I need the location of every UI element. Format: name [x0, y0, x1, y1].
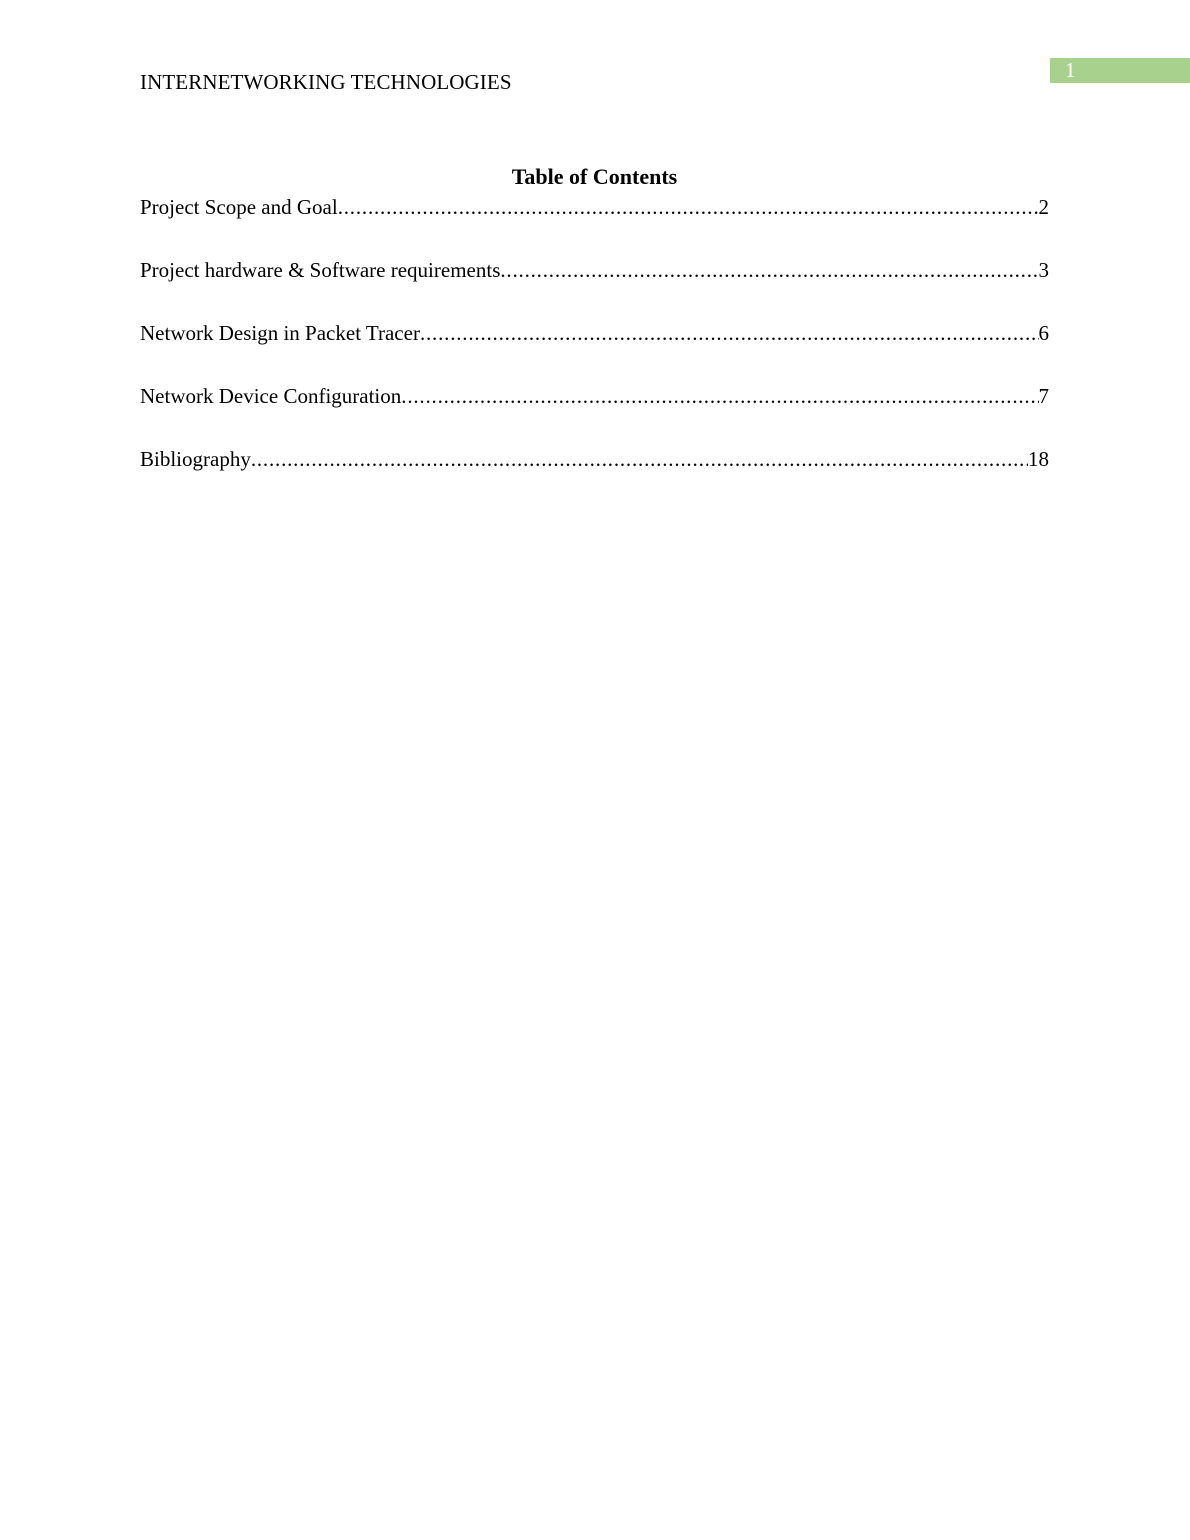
toc-entry-device-configuration[interactable] — [140, 381, 1049, 411]
toc-entry-bibliography[interactable] — [140, 444, 1049, 474]
toc-entry-page: 3 — [1038, 258, 1049, 282]
toc-title: Table of Contents — [511, 164, 678, 189]
toc-entry-page: 2 — [1038, 195, 1049, 219]
page-number: 1 — [1065, 58, 1076, 82]
toc-dot-leader — [338, 192, 1039, 222]
toc-entry-label: Project Scope and Goal — [140, 195, 338, 219]
toc-dot-leader — [251, 444, 1028, 474]
toc-entry-page: 6 — [1038, 321, 1049, 345]
page-number-badge — [1050, 58, 1190, 83]
toc-entry-label: Network Device Configuration — [140, 384, 402, 408]
toc-entry-label: Bibliography — [140, 447, 251, 471]
running-head: INTERNETWORKING TECHNOLOGIES — [140, 70, 512, 94]
toc-entry-page: 7 — [1038, 384, 1049, 408]
toc-entry-label: Network Design in Packet Tracer — [140, 321, 420, 345]
toc-entry-label: Project hardware & Software requirements — [140, 258, 501, 282]
toc-dot-leader — [401, 381, 1038, 411]
toc-entry-network-design[interactable] — [140, 318, 1049, 348]
toc-list — [140, 192, 1049, 474]
table-of-contents — [140, 162, 1049, 507]
toc-entry-hardware-software[interactable] — [140, 255, 1049, 285]
toc-entry-page: 18 — [1028, 447, 1049, 471]
toc-dot-leader — [500, 255, 1038, 285]
toc-entry-project-scope[interactable] — [140, 192, 1049, 222]
toc-dot-leader — [420, 318, 1039, 348]
